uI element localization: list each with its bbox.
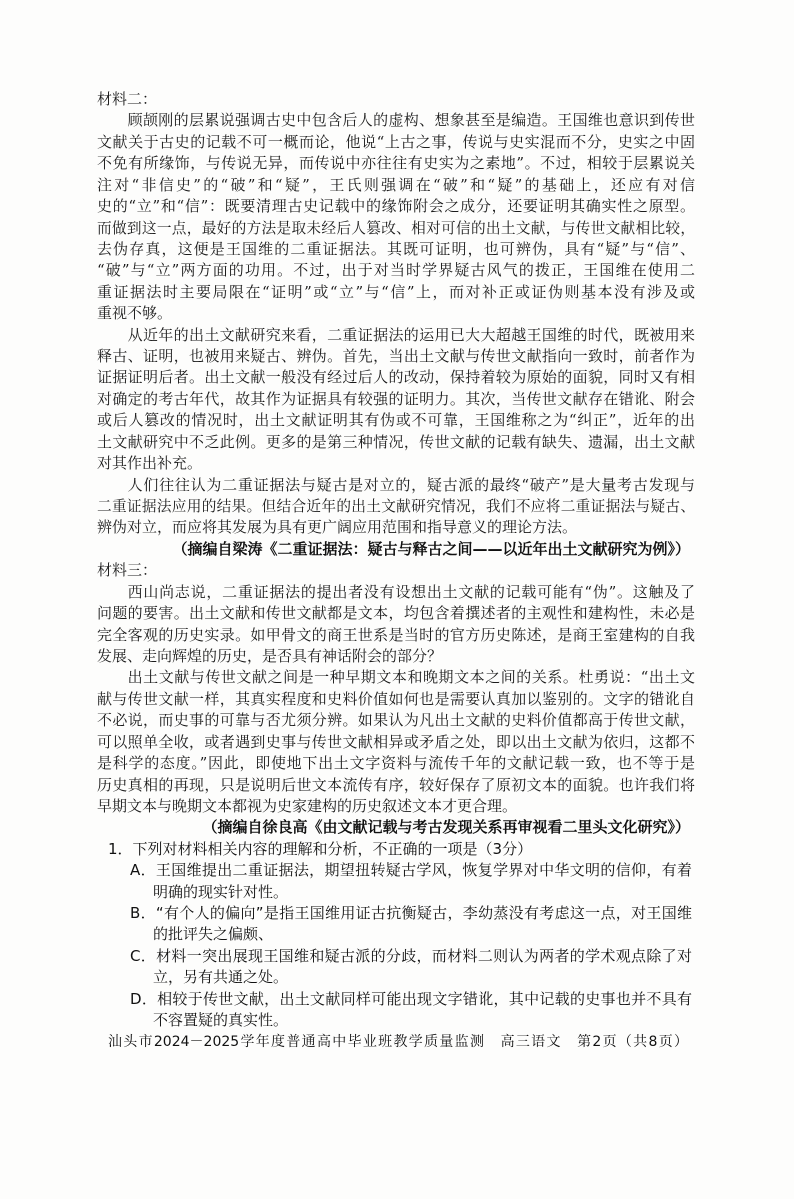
text-line: 早期文本与晚期文本都视为史家建构的历史叙述文本才更合理。 <box>97 796 518 815</box>
answer-option <box>97 946 695 989</box>
text-line: 顾颉刚的层累说强调古史中包含后人的虚构、想象甚至是编造。王国维也意识到传世 <box>127 111 695 130</box>
option-text: B．“有个人的偏向”是指王国维用证古抗衡疑古，李幼蒸没有考虑这一点，对王国维 <box>130 904 692 923</box>
answer-option <box>97 989 695 1032</box>
answer-options <box>97 860 695 1031</box>
text-line: 西山尚志说，二重证据法的提出者没有设想出土文献的记载可能有“伪”。这触及了 <box>127 582 695 601</box>
material-body <box>97 582 695 818</box>
text-line: 重证据法时主要局限在“证明”或“立”与“信”上，而对补正或证伪则基本没有涉及或 <box>97 282 695 301</box>
option-text: A．王国维提出二重证据法，期望扭转疑古学风，恢复学界对中华文明的信仰，有着 <box>130 861 692 880</box>
paragraph <box>97 667 695 817</box>
option-text-continued: 的批评失之偏颇、 <box>153 925 274 944</box>
text-line: 出土文献与传世文献之间是一种早期文本和晚期文本之间的关系。杜勇说：“出土文 <box>127 668 695 687</box>
text-line: 文献关于古史的记载不可一概而论，他说“上古之事，传说与史实混而不分，史实之中固 <box>97 132 695 151</box>
paragraph <box>97 110 695 324</box>
text-line: 发展、走向辉煌的历史，是否具有神话附会的部分？ <box>97 646 443 665</box>
text-line: 可以照单全收，或者遇到史事与传世文献相异或矛盾之处，即以出土文献为依归，这都不 <box>97 732 695 751</box>
text-line: 不免有所缘饰，与传说无异，而传说中亦往往有史实为之素地”。不过，相较于层累说关 <box>97 154 695 173</box>
source-citation: （摘编自梁涛《二重证据法：疑古与释古之间——以近年出土文献研究为例》） <box>172 539 690 558</box>
text-line: 问题的要害。出土文献和传世文献都是文本，均包含着撰述者的主观性和建构性，未必是 <box>97 604 695 623</box>
page-content <box>97 89 695 1053</box>
text-line: 从近年的出土文献研究来看，二重证据法的运用已大大超越王国维的时代，既被用来 <box>127 325 695 344</box>
paragraph <box>97 582 695 668</box>
text-line: 对其作出补充。 <box>97 454 203 473</box>
text-line: 不必说，而史事的可靠与否尤须分辨。如果认为凡出土文献的史料价值都高于传世文献， <box>97 711 695 730</box>
text-line: 对确定的考古年代，故其作为证据具有较强的证明力。其次，当传世文献存在错讹、附会 <box>97 389 695 408</box>
text-line: 而做到这一点，最好的方法是取未经后人篡改、相对可信的出土文献，与传世文献相比较， <box>97 219 695 237</box>
answer-option <box>97 860 695 903</box>
text-line: 去伪存真，这便是王国维的二重证据法。其既可证明，也可辨伪，具有“疑”与“信”、 <box>97 239 695 258</box>
option-text-continued: 立，另有共通之处。 <box>153 968 289 987</box>
text-line: 重视不够。 <box>97 304 173 323</box>
text-line: 完全客观的历史实录。如甲骨文的商王世系是当时的官方历史陈述，是商王室建构的自我 <box>97 625 695 644</box>
material-body <box>97 110 695 538</box>
question-stem: 1．下列对材料相关内容的理解和分析，不正确的一项是（3分） <box>108 839 533 858</box>
text-line: 土文献研究中不乏此例。更多的是第三种情况，传世文献的记载有缺失、遗漏，出土文献 <box>97 432 695 451</box>
material-two <box>97 89 695 560</box>
paragraph <box>97 325 695 475</box>
text-line: “破”与“立”两方面的功用。不过，出于对当时学界疑古风气的拨正，王国维在使用二 <box>97 261 695 280</box>
text-line: 史的“立”和“信”：既要清理古史记载中的缘饰附会之成分，还要证明其确实性之原型。 <box>97 197 695 216</box>
text-line: 是科学的态度。”因此，即使地下出土文字资料与流传千年的文献记载一致，也不等于是 <box>97 754 695 773</box>
option-text: C．材料一突出展现王国维和疑古派的分歧，而材料二则认为两者的学术观点除了对 <box>130 946 692 965</box>
answer-option <box>97 903 695 946</box>
material-heading: 材料二： <box>97 90 158 108</box>
material-heading: 材料三： <box>97 561 158 580</box>
option-text-continued: 不容置疑的真实性。 <box>153 1011 289 1030</box>
text-line: 二重证据法应用的结果。但结合近年的出土文献研究情况，我们不应将二重证据法与疑古、 <box>97 498 695 516</box>
text-line: 释古、证明，也被用来疑古、辨伪。首先，当出土文献与传世文献指向一致时，前者作为 <box>97 347 695 366</box>
paragraph <box>97 475 695 539</box>
text-line: 辨伪对立，而应将其发展为具有更广阔应用范围和指导意义的理论方法。 <box>97 518 578 537</box>
text-line: 或后人篡改的情况时，出土文献证明其有伪或不可靠，王国维称之为“纠正”，近年的出 <box>97 411 695 430</box>
page-footer: 汕头市2024－2025学年度普通高中毕业班教学质量监测 高三语文 第2页（共8页） <box>108 1033 688 1050</box>
option-text-continued: 明确的现实针对性。 <box>153 882 289 901</box>
source-citation: （摘编自徐良高《由文献记载与考古发现关系再审视看二里头文化研究》） <box>202 818 690 837</box>
text-line: 注对“非信史”的“破”和“疑”，王氏则强调在“破”和“疑”的基础上，还应有对信 <box>97 175 695 194</box>
text-line: 历史真相的再现，只是说明后世文本流传有序，较好保存了原初文本的面貌。也许我们将 <box>97 775 695 794</box>
option-text: D．相较于传世文献，出土文献同样可能出现文字错讹，其中记载的史事也并不具有 <box>130 989 692 1008</box>
text-line: 献与传世文献一样，其真实程度和史料价值如何也是需要认真加以鉴别的。文字的错讹自 <box>97 689 695 708</box>
text-line: 证据证明后者。出土文献一般没有经过后人的改动，保持着较为原始的面貌，同时又有相 <box>97 368 695 387</box>
question-one <box>97 839 695 1032</box>
text-line: 人们往往认为二重证据法与疑古是对立的，疑古派的最终“破产”是大量考古发现与 <box>127 475 695 494</box>
material-three <box>97 560 695 838</box>
